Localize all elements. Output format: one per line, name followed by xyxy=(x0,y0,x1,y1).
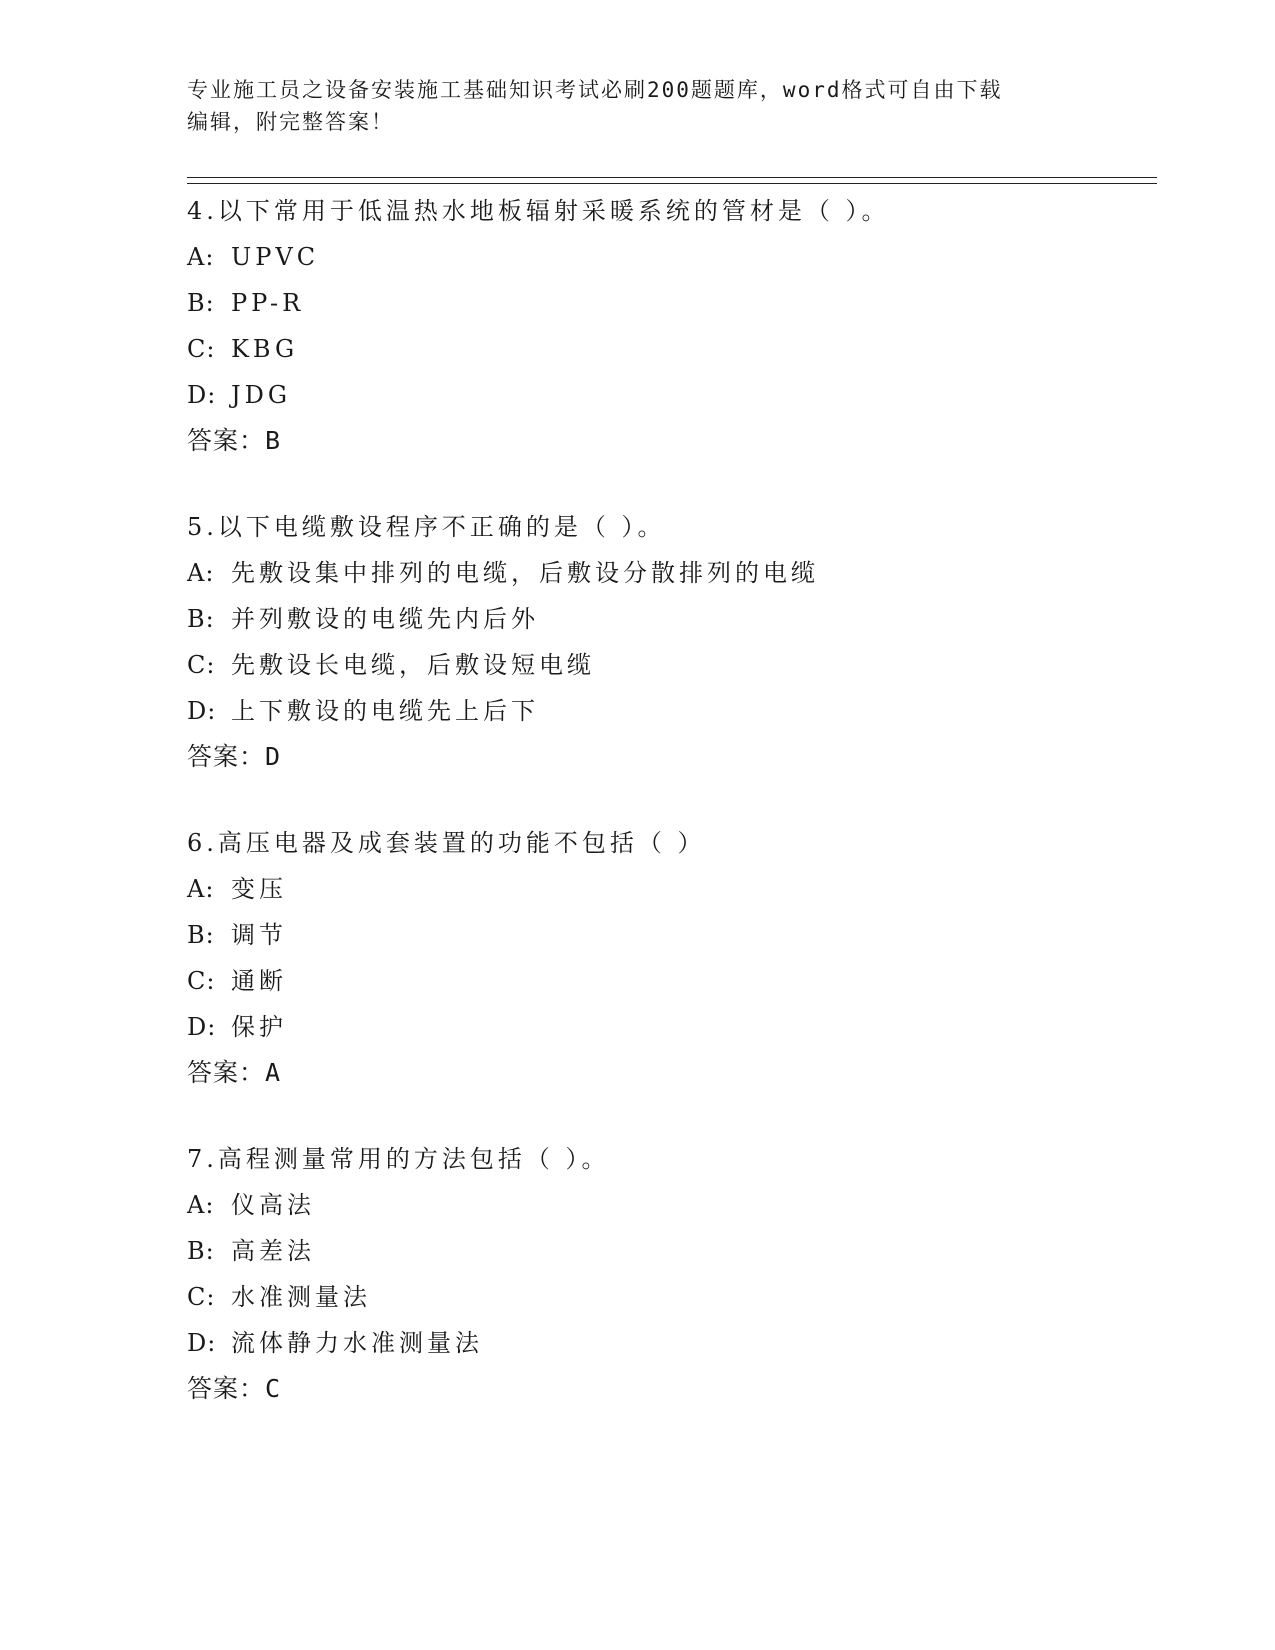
answer-line: 答案：C xyxy=(187,1374,282,1403)
option-letter: D: xyxy=(187,1013,217,1041)
option-letter: B: xyxy=(187,605,215,633)
option-b xyxy=(187,912,1147,958)
header-divider-top xyxy=(187,177,1157,178)
option-a xyxy=(187,866,1147,912)
option-d xyxy=(187,1320,1147,1366)
option-text: UPVC xyxy=(231,243,320,271)
option-b xyxy=(187,280,1147,326)
option-text: 上下敷设的电缆先上后下 xyxy=(231,697,539,725)
option-text: KBG xyxy=(231,335,299,363)
header-line-1: 专业施工员之设备安装施工基础知识考试必刷200题题库，word格式可自由下载 xyxy=(187,78,1003,102)
answer-line: 答案：A xyxy=(187,1058,282,1087)
option-text: 仪高法 xyxy=(231,1191,315,1219)
option-letter: B: xyxy=(187,289,215,317)
option-letter: A: xyxy=(187,559,215,587)
option-text: 并列敷设的电缆先内后外 xyxy=(231,605,539,633)
option-b xyxy=(187,1228,1147,1274)
document-header xyxy=(187,74,1087,138)
option-letter: C: xyxy=(187,1283,216,1311)
option-c xyxy=(187,958,1147,1004)
answer-line: 答案：B xyxy=(187,426,282,455)
header-divider-bottom xyxy=(187,183,1157,184)
option-text: 变压 xyxy=(231,875,287,903)
option-letter: A: xyxy=(187,875,215,903)
question-stem: 5.以下电缆敷设程序不正确的是（ ）。 xyxy=(187,513,666,541)
answer-line: 答案：D xyxy=(187,742,282,771)
option-text: 流体静力水准测量法 xyxy=(231,1329,483,1357)
question-item xyxy=(187,820,1147,1096)
option-text: JDG xyxy=(231,381,292,409)
question-stem: 6.高压电器及成套装置的功能不包括（ ） xyxy=(187,829,706,857)
option-letter: C: xyxy=(187,967,216,995)
option-letter: C: xyxy=(187,651,216,679)
option-letter: A: xyxy=(187,1191,215,1219)
question-stem: 4.以下常用于低温热水地板辐射采暖系统的管材是（ ）。 xyxy=(187,197,890,225)
question-item xyxy=(187,504,1147,780)
option-d xyxy=(187,688,1147,734)
option-d xyxy=(187,372,1147,418)
option-b xyxy=(187,596,1147,642)
option-letter: D: xyxy=(187,1329,217,1357)
header-line-2: 编辑，附完整答案！ xyxy=(187,110,394,134)
option-a xyxy=(187,550,1147,596)
option-letter: C: xyxy=(187,335,216,363)
option-text: 调节 xyxy=(231,921,287,949)
option-text: 先敷设集中排列的电缆，后敷设分散排列的电缆 xyxy=(231,559,819,587)
option-c xyxy=(187,642,1147,688)
question-stem: 7.高程测量常用的方法包括（ ）。 xyxy=(187,1145,610,1173)
option-text: 保护 xyxy=(231,1013,287,1041)
option-c xyxy=(187,1274,1147,1320)
question-item xyxy=(187,1136,1147,1412)
option-text: 通断 xyxy=(231,967,287,995)
option-letter: B: xyxy=(187,921,215,949)
option-text: 先敷设长电缆，后敷设短电缆 xyxy=(231,651,595,679)
option-text: 水准测量法 xyxy=(231,1283,371,1311)
option-letter: D: xyxy=(187,697,217,725)
option-text: PP-R xyxy=(231,289,305,317)
option-a xyxy=(187,234,1147,280)
option-text: 高差法 xyxy=(231,1237,315,1265)
question-item xyxy=(187,188,1147,464)
option-letter: A: xyxy=(187,243,215,271)
option-c xyxy=(187,326,1147,372)
option-d xyxy=(187,1004,1147,1050)
option-a xyxy=(187,1182,1147,1228)
option-letter: B: xyxy=(187,1237,215,1265)
option-letter: D: xyxy=(187,381,217,409)
